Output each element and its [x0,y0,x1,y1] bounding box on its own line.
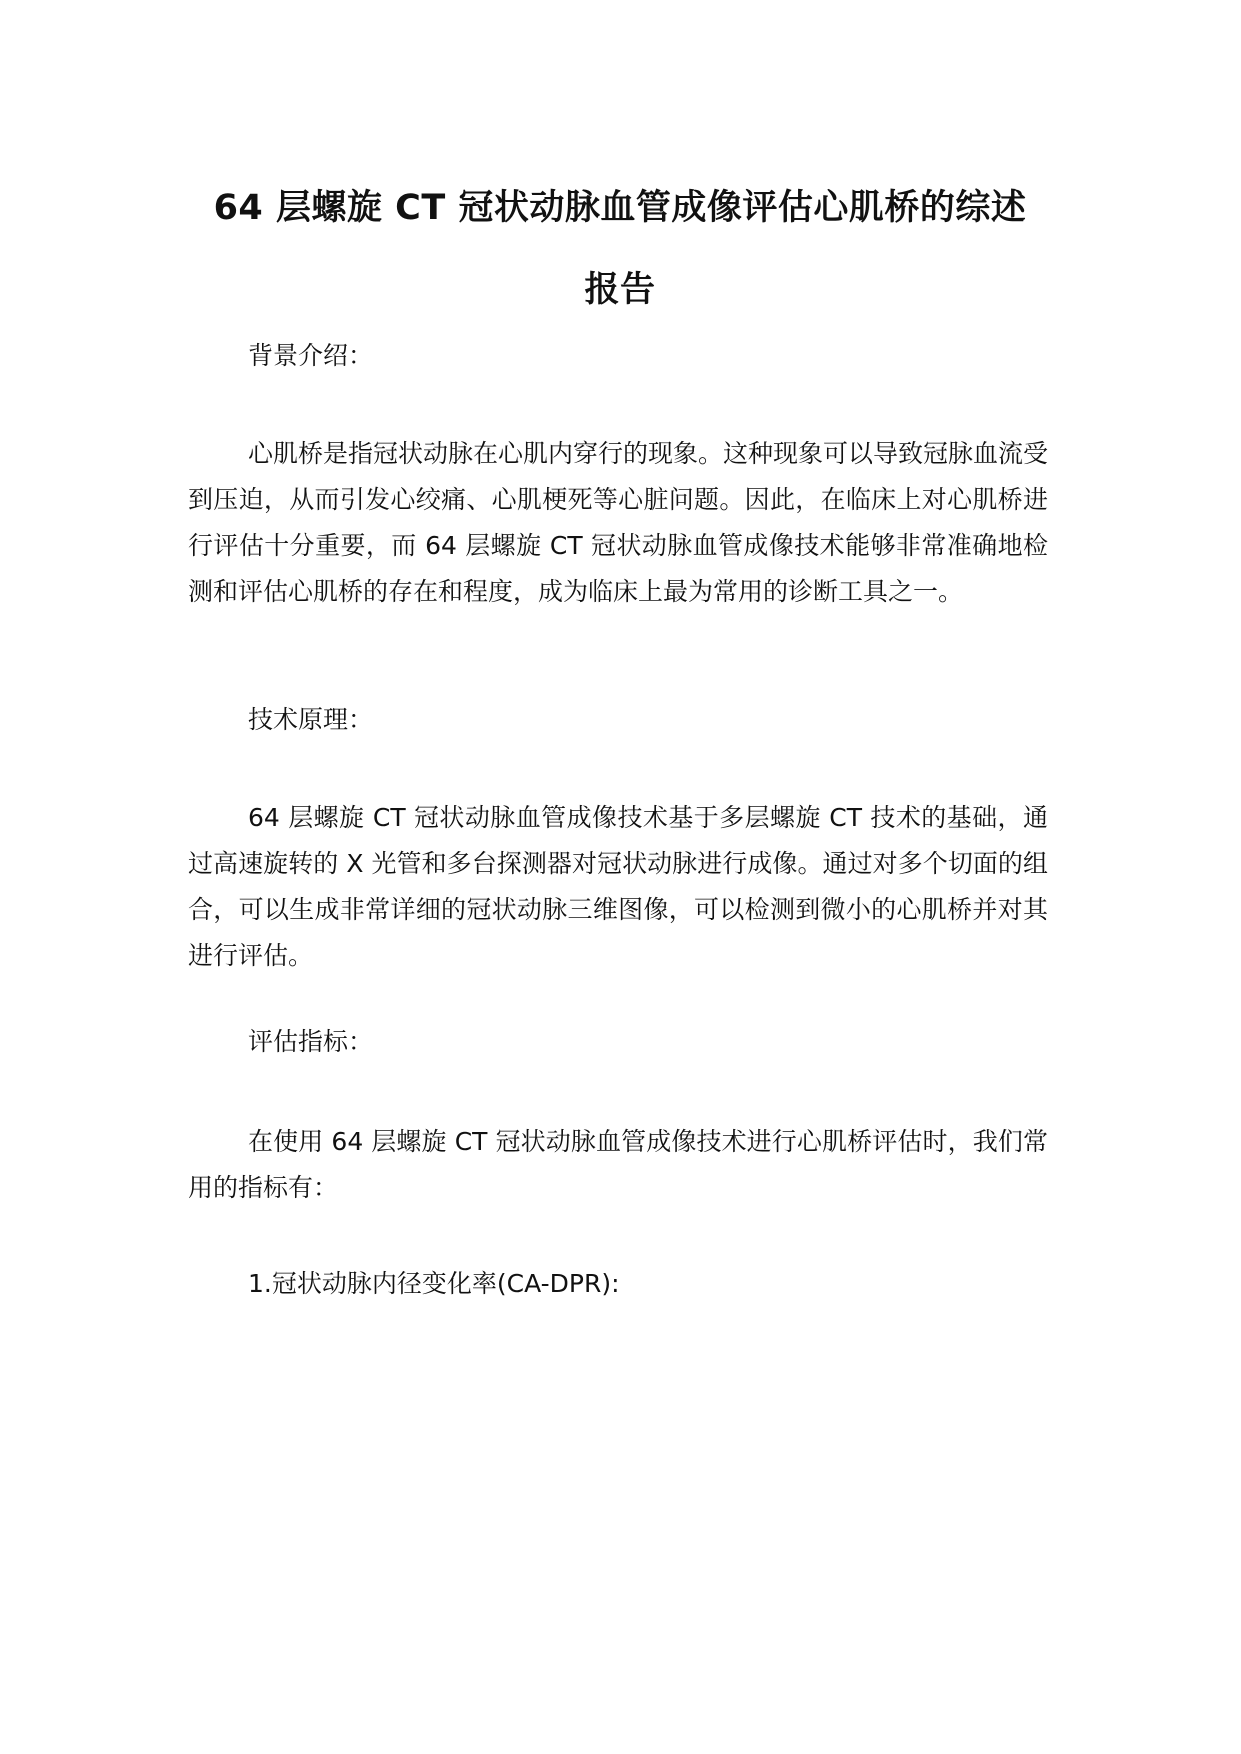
section-heading-indicators: 评估指标： [248,1027,374,1056]
document-title-continued: 报告 [584,270,656,310]
section-body-principle: 64 层螺旋 CT 冠状动脉血管成像技术基于多层螺旋 CT 技术的基础，通过高速旋转的 X 光管和多台探测器对冠状动脉进行成像。通过对多个切面的组合，可以生成非常详细的冠状动脉三维图像，可以检测到微小的心肌桥并对其进行评估。 [188,803,1048,970]
section-body-indicators: 在使用 64 层螺旋 CT 冠状动脉血管成像技术进行心肌桥评估时，我们常用的指标有： [188,1127,1048,1202]
document-title: 64 层螺旋 CT 冠状动脉血管成像评估心肌桥的综述 [213,188,1027,228]
list-item-ca-dpr: 1.冠状动脉内径变化率(CA-DPR): [248,1269,620,1298]
section-body-background: 心肌桥是指冠状动脉在心肌内穿行的现象。这种现象可以导致冠脉血流受到压迫，从而引发心绞痛、心肌梗死等心脏问题。因此，在临床上对心肌桥进行评估十分重要，而 64 层螺旋 CT 冠状动脉血管成像技术能够非常准确地检测和评估心肌桥的存在和程度，成为临床上最为常用的诊断工具之一。 [188,439,1049,606]
section-heading-principle: 技术原理： [248,705,374,734]
section-heading-background: 背景介绍： [248,341,374,370]
